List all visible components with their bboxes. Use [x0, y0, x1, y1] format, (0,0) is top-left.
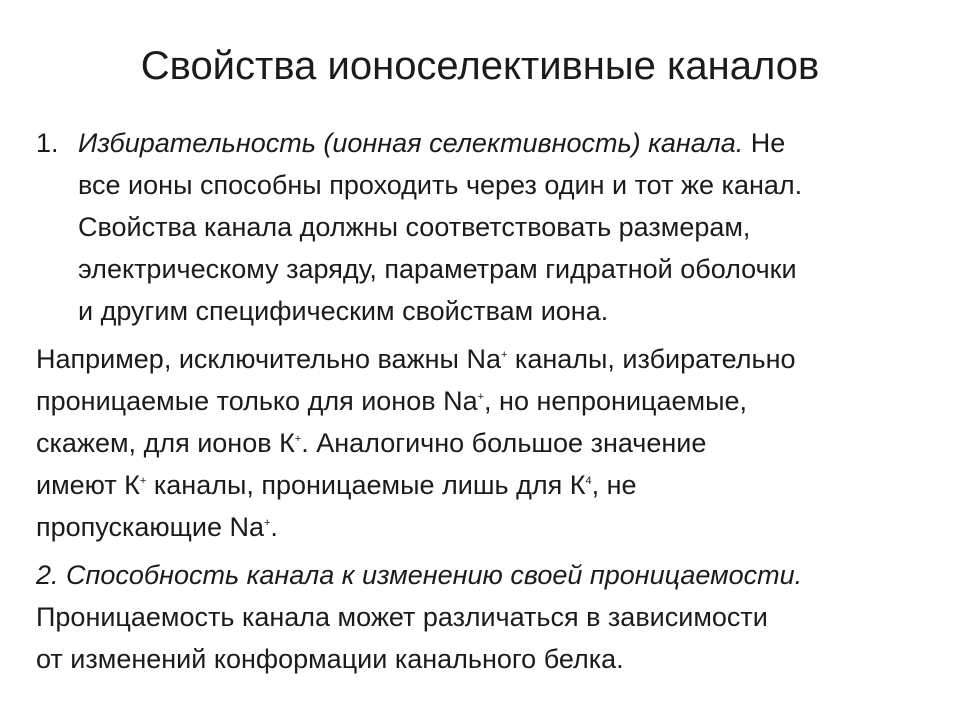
superscript: + — [477, 391, 485, 403]
example-line1 — [36, 338, 936, 380]
superscript: 4 — [585, 475, 592, 487]
superscript: + — [263, 517, 271, 529]
example-text: имеют К — [36, 470, 140, 500]
example-line5 — [36, 506, 936, 548]
slide-title: Свойства ионоселективные каналов — [140, 44, 820, 88]
example-text: скажем, для ионов К — [36, 428, 295, 458]
superscript: + — [294, 433, 302, 445]
slide-body — [36, 122, 936, 680]
item2-heading: 2. Способность канала к изменению своей проницаемости. — [36, 560, 803, 590]
list-number: 1. — [36, 128, 59, 158]
item2-line2: Проницаемость канала может различаться в зависимости — [36, 602, 768, 632]
item1-line1-rest: Не — [743, 128, 786, 158]
item1-line4: электрическому заряду, параметрам гидратной оболочки — [78, 254, 797, 284]
list-item-permeability — [36, 554, 936, 680]
example-text: пропускающие Na — [36, 512, 264, 542]
item1-line2: все ионы способны проходить через один и тот же канал. — [78, 170, 803, 200]
list-item-selectivity — [36, 122, 936, 332]
example-line3 — [36, 422, 936, 464]
example-text: , не — [591, 470, 637, 500]
superscript: + — [500, 349, 508, 361]
example-text: , но непроницаемые, — [484, 386, 748, 416]
example-text: Например, исключительно важны Na — [36, 344, 501, 374]
item1-line3: Свойства канала должны соответствовать размерам, — [78, 212, 751, 242]
example-paragraph — [36, 338, 936, 548]
example-text: . — [270, 512, 278, 542]
example-text: проницаемые только для ионов Na — [36, 386, 478, 416]
example-text: . Аналогично большое значение — [301, 428, 707, 458]
item1-heading: Избирательность (ионная селективность) канала. — [78, 128, 744, 158]
superscript: + — [139, 475, 147, 487]
item1-line1 — [78, 122, 936, 164]
item1-line5: и другим специфическим свойствам иона. — [78, 296, 609, 326]
example-line4 — [36, 464, 936, 506]
example-line2 — [36, 380, 936, 422]
example-text: каналы, проницаемые лишь для К — [146, 470, 586, 500]
item2-line3: от изменений конформации канального белка. — [36, 644, 624, 674]
example-text: каналы, избирательно — [507, 344, 796, 374]
